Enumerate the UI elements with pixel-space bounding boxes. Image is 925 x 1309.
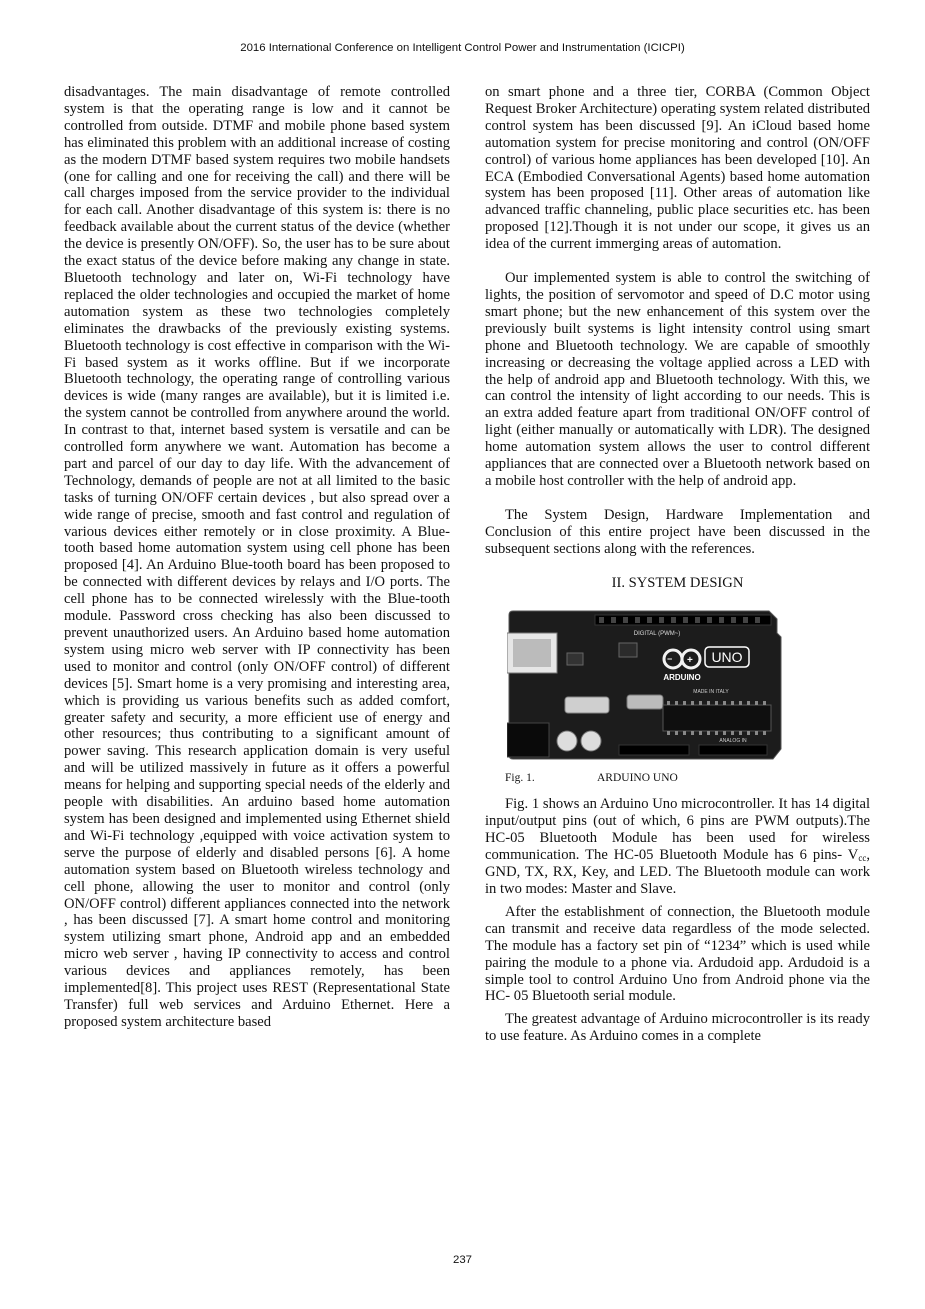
right-paragraph-1: on smart phone and a three tier, CORBA (Common Object Request Broker Architecture) operating system related distributed control system has been discussed [9]. An iCloud based home automation system for precise monitoring and control (ON/OFF control) of various home appliances has been developed [10]. An ECA (Embodied Conversational Agents) based home automation system has been proposed [11]. Other areas of automation like advanced traffic channeling, public place securities etc. has been proposed [12].Though it is not under our scope, it gives us an idea of the current immerging areas of automation.: [485, 84, 870, 253]
board-brand-label: ARDUINO: [663, 673, 701, 683]
figure-number: Fig. 1.: [505, 772, 535, 785]
right-paragraph-4-rest: , GND, TX, RX, Key, and LED. The Bluetooth module can work in two modes: Master and Slave.: [485, 847, 870, 897]
figure-title: ARDUINO UNO: [597, 772, 678, 785]
arduino-uno-board-image: [507, 609, 782, 764]
left-column: [64, 84, 450, 1031]
right-column: [485, 84, 870, 1045]
svg-text:−: −: [667, 654, 673, 665]
right-paragraph-6: The greatest advantage of Arduino microcontroller is its ready to use feature. As Arduino comes in a complete: [485, 1011, 870, 1045]
right-paragraph-4: [485, 796, 870, 897]
board-digital-label: DIGITAL (PWM~): [633, 631, 681, 638]
figure-caption: [485, 770, 870, 786]
vcc-subscript: cc: [858, 853, 867, 864]
vcc-symbol: V: [847, 847, 859, 864]
left-paragraph-1: disadvantages. The main disadvantage of remote controlled system is that the operating range is low and it cannot be controlled from outside. DTMF and mobile phone based system has eliminated this problem with an additional increase of costing as the modern DTMF based system requires two mobile handsets (one for calling and one for receiving the call) and there will be call charges imposed from the service provider to the individual for each call. Another disadvantage of this system is: there is no feedback available about the current status of the device (whether the device is presently ON/OFF). So, the user has to be sure about the exact status of the device before making any change in state. Bluetooth technology and later on, Wi-Fi technology have replaced the older technologies and occupied the market of home automation system as these two technologies completely eliminates the drawbacks of the previously existing systems. Bluetooth technology is cost effective in comparison with the Wi-Fi based system as it works offline. But if we incorporate Bluetooth technology, the operating range of controlling various devices is wide (many ranges are available), but it is limited i.e. the system cannot be controlled from anywhere around the world. In contrast to that, internet based system is versatile and can be controlled form anywhere we want. Automation has become a part and parcel of our day to day life. With the advancement of Technology, demands of people are not at all limited to the basic tasks of turning ON/OFF certain devices , but also spread over a wide range of precise, smooth and fast control and regulation of various devices either remotely or in close proximity. A Blue-tooth based home automation system using cell phone has been proposed [4]. An Arduino Blue-tooth board has been proposed to be connected with different devices by relays and I/O ports. The cell phone has to be connected wirelessly with the Blue-tooth module. Password cross checking has also been discussed to prevent unauthorized users. An Arduino based home automation system using micro web server with IP connectivity has been used to monitor and control (only ON/OFF control) of different devices [5]. Smart home is a very promising and interesting area, which is providing us various benefits such as added comfort, greater safety and security, a more efficient use of energy and other resources; thus contributing to a significant amount of power saving. This research application domain is very useful and will be utilized massively in future as it offers a powerful means for helping and supporting special needs of the elderly and people with disabilities. An arduino based home automation system has been designed and implemented using Ethernet shield and Wi-Fi technology ,equipped with voice activation system to serve the purpose of elderly and disabled persons [6]. A home automation system based on Bluetooth wireless technology and cell phone, allowing the user to monitor and control (only ON/OFF control) different appliances connected into the network , has been discussed [7]. A smart home control and monitoring system utilizing smart phone, Android app and an embedded micro web server , having IP connectivity to access and control various devices and appliances remotely, has been implemented[8]. This project uses REST (Representational State Transfer) full web services and Arduino Ethernet. Here a proposed system architecture based: [64, 84, 450, 1030]
right-paragraph-4-text: Fig. 1 shows an Arduino Uno microcontroller. It has 14 digital input/output pins (out of which, 6 pins are PWM outputs).The HC-05 Bluetooth Module has been used for wireless communication. The HC-05 Bluetooth Module has 6 pins-: [485, 796, 870, 864]
figure-1: [485, 609, 870, 786]
page-number: 237: [452, 1254, 472, 1266]
board-model-label: UNO: [711, 649, 743, 666]
board-analog-label: ANALOG IN: [719, 738, 747, 745]
conference-header: 2016 International Conference on Intelligent Control Power and Instrumentation (ICICPI): [240, 42, 685, 54]
right-paragraph-3: The System Design, Hardware Implementation and Conclusion of this entire project have been discussed in the subsequent sections along with the references.: [485, 506, 870, 557]
board-origin-label: MADE IN ITALY: [693, 689, 729, 696]
svg-text:+: +: [687, 655, 693, 667]
right-paragraph-5: After the establishment of connection, the Bluetooth module can transmit and receive data regardless of the mode selected. The module has a factory set pin of “1234” which is used while pairing the module to a phone via. Ardudoid app. Ardudoid is a simple tool to control Arduino Uno from Android phone via the HC- 05 Bluetooth serial module.: [485, 903, 870, 1005]
right-paragraph-2: Our implemented system is able to control the switching of lights, the position of servomotor and speed of D.C motor using smart phone; but the new enhancement of this system over the previously built systems is light intensity control using smart phone and Bluetooth technology. We are capable of smoothly increasing or decreasing the voltage applied across a LED with the help of android app and Bluetooth technology. With this, we can control the intensity of light according to our needs. This is an extra added feature apart from traditional ON/OFF control of light (either manually or automatically with LDR). The designed home automation system allows the user to control different appliances that are connected over a Bluetooth network based on a mobile host controller with the help of android app.: [485, 270, 870, 489]
section-heading-system-design: II. SYSTEM DESIGN: [611, 574, 744, 591]
